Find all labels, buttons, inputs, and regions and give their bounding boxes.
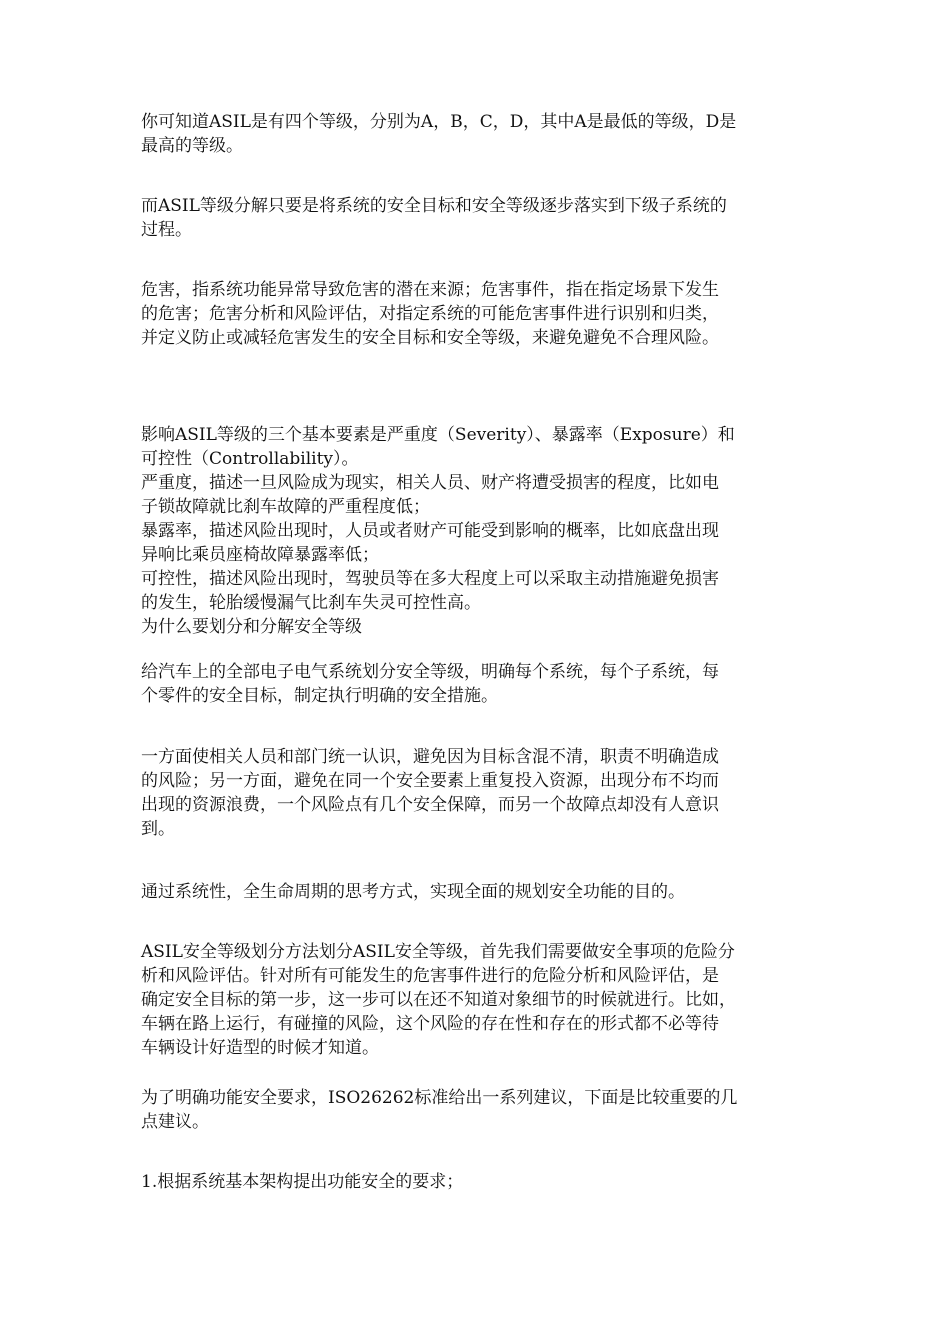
text-line: 的发生，轮胎缓慢漏气比刹车失灵可控性高。 bbox=[141, 593, 481, 613]
text-line: 暴露率，描述风险出现时，人员或者财产可能受到影响的概率，比如底盘出现 bbox=[141, 521, 719, 541]
text-line: 异响比乘员座椅故障暴露率低； bbox=[141, 545, 379, 565]
text-line: 危害，指系统功能异常导致危害的潜在来源；危害事件，指在指定场景下发生 bbox=[141, 280, 719, 300]
text-line: 给汽车上的全部电子电气系统划分安全等级，明确每个系统，每个子系统，每 bbox=[141, 662, 719, 682]
paragraph-asil-decomposition bbox=[141, 194, 807, 242]
text-line: 点建议。 bbox=[141, 1112, 209, 1132]
text-line: 通过系统性，全生命周期的思考方式，实现全面的规划安全功能的目的。 bbox=[141, 882, 685, 902]
list-item: 1.根据系统基本架构提出功能安全的要求； bbox=[141, 1172, 464, 1192]
text-line: 车辆在路上运行，有碰撞的风险，这个风险的存在性和存在的形式都不必等待 bbox=[141, 1014, 719, 1034]
text-line: 并定义防止或减轻危害发生的安全目标和安全等级，来避免避免不合理风险。 bbox=[141, 328, 719, 348]
text-line: 为了明确功能安全要求，ISO26262标准给出一系列建议，下面是比较重要的几 bbox=[141, 1088, 738, 1108]
paragraph-hazard-definition bbox=[141, 278, 807, 350]
paragraph-unified-understanding bbox=[141, 745, 807, 841]
text-line: 到。 bbox=[141, 819, 175, 839]
text-line: 的风险；另一方面，避免在同一个安全要素上重复投入资源，出现分布不均而 bbox=[141, 771, 719, 791]
text-line: 子锁故障就比刹车故障的严重程度低； bbox=[141, 497, 430, 517]
paragraph-why-classify bbox=[141, 660, 807, 708]
text-line: 严重度，描述一旦风险成为现实，相关人员、财产将遭受损害的程度，比如电 bbox=[141, 473, 719, 493]
text-line: 最高的等级。 bbox=[141, 136, 243, 156]
text-line: 你可知道ASIL是有四个等级，分别为A，B，C，D，其中A是最低的等级，D是 bbox=[141, 112, 737, 132]
paragraph-recommendation-1 bbox=[141, 1170, 807, 1194]
text-line: 析和风险评估。针对所有可能发生的危害事件进行的危险分析和风险评估，是 bbox=[141, 966, 719, 986]
text-line: 过程。 bbox=[141, 220, 192, 240]
text-line: 一方面使相关人员和部门统一认识，避免因为目标含混不清，职责不明确造成 bbox=[141, 747, 719, 767]
text-line: 而ASIL等级分解只要是将系统的安全目标和安全等级逐步落实到下级子系统的 bbox=[141, 196, 727, 216]
text-line: 的危害；危害分析和风险评估，对指定系统的可能危害事件进行识别和归类， bbox=[141, 304, 719, 324]
section-heading: 为什么要划分和分解安全等级 bbox=[141, 617, 362, 637]
text-line: 可控性，描述风险出现时，驾驶员等在多大程度上可以采取主动措施避免损害 bbox=[141, 569, 719, 589]
text-line: 个零件的安全目标，制定执行明确的安全措施。 bbox=[141, 686, 498, 706]
paragraph-asil-elements bbox=[141, 423, 807, 639]
text-line: 出现的资源浪费，一个风险点有几个安全保障，而另一个故障点却没有人意识 bbox=[141, 795, 719, 815]
text-line: 确定安全目标的第一步，这一步可以在还不知道对象细节的时候就进行。比如， bbox=[141, 990, 736, 1010]
paragraph-iso-recommendations bbox=[141, 1086, 807, 1134]
text-line: ASIL安全等级划分方法划分ASIL安全等级，首先我们需要做安全事项的危险分 bbox=[141, 942, 735, 962]
paragraph-systematic-thinking bbox=[141, 880, 807, 904]
text-line: 影响ASIL等级的三个基本要素是严重度（Severity）、暴露率（Exposure）和 bbox=[141, 425, 735, 445]
text-line: 可控性（Controllability）。 bbox=[141, 449, 359, 469]
paragraph-classification-method bbox=[141, 940, 807, 1060]
paragraph-asil-levels bbox=[141, 110, 807, 158]
text-line: 车辆设计好造型的时候才知道。 bbox=[141, 1038, 379, 1058]
